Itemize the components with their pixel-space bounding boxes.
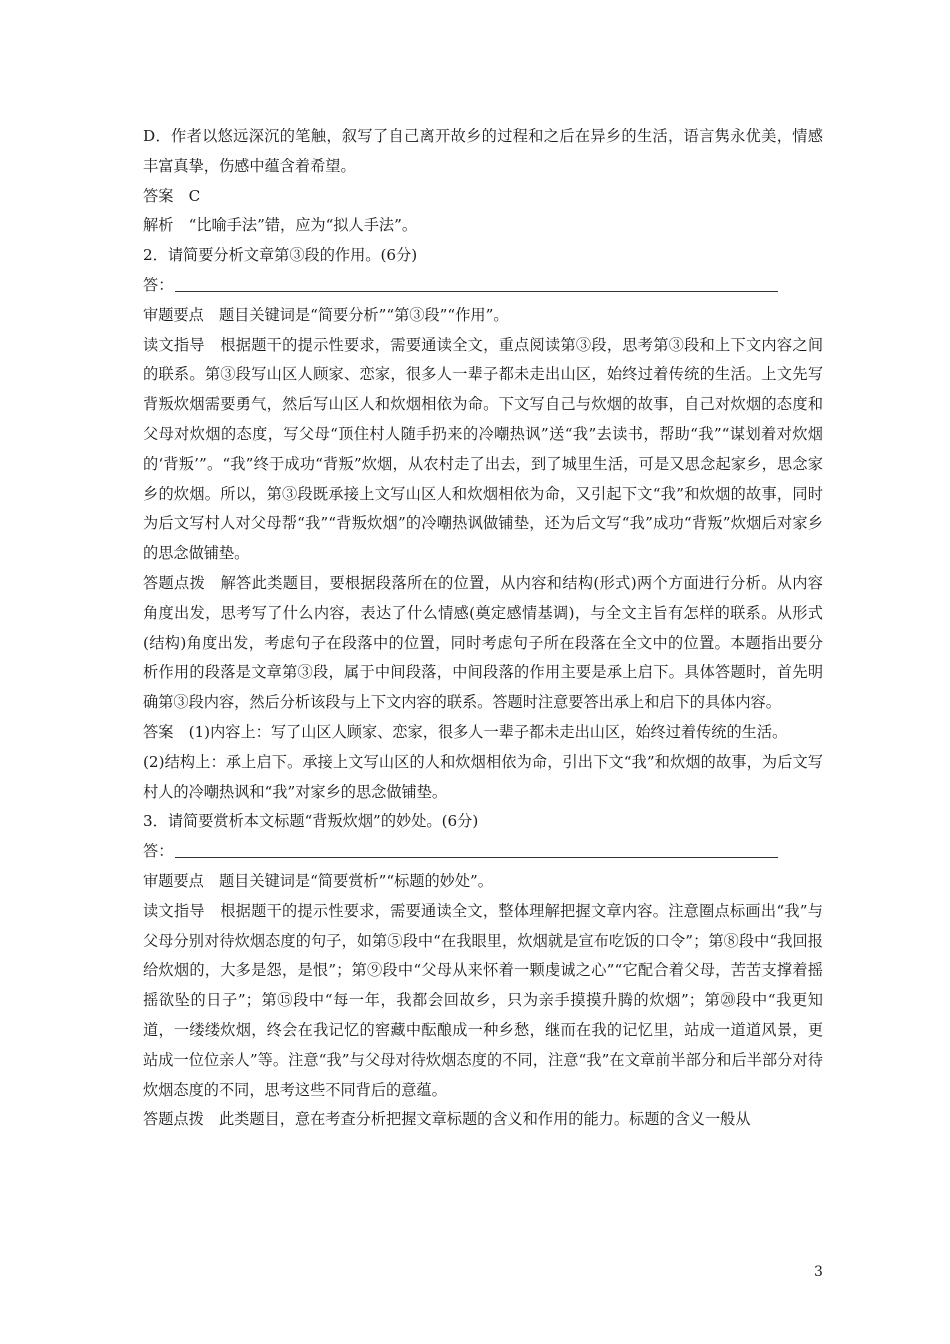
q3-question: 3．请简要赏析本文标题“背叛炊烟”的妙处。(6分) [143, 812, 479, 831]
q3-answer-tips: 答题点拨 此类题目，意在考查分析把握文章标题的含义和作用的能力。标题的含义一般从 [143, 1110, 751, 1129]
q1-analysis: 解析 “比喻手法”错，应为“拟人手法”。 [143, 216, 418, 235]
page-content [143, 122, 823, 1135]
q3-focus: 审题要点 题目关键词是“简要赏析”“标题的妙处”。 [143, 871, 493, 890]
q3-answer-prompt: 答： [143, 842, 174, 861]
q2-focus: 审题要点 题目关键词是“简要分析”“第③段”“作用”。 [143, 305, 509, 324]
option-d-text: D．作者以悠远深沉的笔触，叙写了自己离开故乡的过程和之后在异乡的生活，语言隽永优美，情感丰富真挚，伤感中蕴含着希望。 [143, 127, 823, 175]
q2-answer-line [143, 271, 823, 301]
q2-answer-prompt: 答： [143, 275, 174, 294]
q2-answer-part2: (2)结构上：承上启下。承接上文写山区的人和炊烟相依为命，引出下文“我”和炊烟的故事，为后文写村人的冷嘲热讽和“我”对家乡的思念做铺垫。 [143, 752, 823, 801]
q2-reading-guide: 读文指导 根据题干的提示性要求，需要通读全文，重点阅读第③段，思考第③段和上下文内容之间的联系。第③段写山区人顾家、恋家，很多人一辈子都未走出山区，始终过着传统的生活。上文先写背叛炊烟需要勇气，然后写山区人和炊烟相依为命。下文写自己与炊烟的故事，自己对炊烟的态度和父母对炊烟的态度，写父母“顶住村人随手扔来的冷嘲热讽”送“我”去读书，帮助“我”“谋划着对炊烟的‘背叛’”。“我”终于成功“背叛”炊烟，从农村走了出去，到了城里生活，可是又思念起家乡，思念家乡的炊烟。所以，第③段既承接上文写山区人和炊烟相依为命，又引起下文“我”和炊烟的故事，同时为后文写村人对父母帮“我”“背叛炊烟”的冷嘲热讽做铺垫，还为后文写“我”成功“背叛”炊烟后对家乡的思念做铺垫。 [143, 335, 823, 563]
q2-answer-rule [175, 291, 778, 292]
q3-answer-rule [175, 857, 778, 858]
q2-question: 2．请简要分析文章第③段的作用。(6分) [143, 246, 418, 265]
page-number: 3 [814, 1264, 823, 1280]
q3-reading-guide: 读文指导 根据题干的提示性要求，需要通读全文，整体理解把握文章内容。注意圈点标画出“我”与父母分别对待炊烟态度的句子，如第⑤段中“在我眼里，炊烟就是宣布吃饭的口令”；第⑧段中“我回报给炊烟的，大多是怨，是恨”；第⑨段中“父母从来怀着一颗虔诚之心”“它配合着父母，苦苦支撑着摇摇欲坠的日子”；第⑮段中“每一年，我都会回故乡，只为亲手摸摸升腾的炊烟”；第⑳段中“我更知道，一缕缕炊烟，终会在我记忆的窖藏中酝酿成一种乡愁，继而在我的记忆里，站成一道道风景，更站成一位位亲人”等。注意“我”与父母对待炊烟态度的不同，注意“我”在文章前半部分和后半部分对待炊烟态度的不同，思考这些不同背后的意蕴。 [143, 901, 823, 1099]
q2-answer-part1: 答案 (1)内容上：写了山区人顾家、恋家，很多人一辈子都未走出山区，始终过着传统的生活。 [143, 722, 788, 741]
q2-answer-tips: 答题点拨 解答此类题目，要根据段落所在的位置，从内容和结构(形式)两个方面进行分析。从内容角度出发，思考写了什么内容，表达了什么情感(奠定感情基调)，与全文主旨有怎样的联系。从形式(结构)角度出发，考虑句子在段落中的位置，同时考虑句子所在段落在全文中的位置。本题指出要分析作用的段落是文章第③段，属于中间段落，中间段落的作用主要是承上启下。具体答题时，首先明确第③段内容，然后分析该段与上下文内容的联系。答题时注意要答出承上和启下的具体内容。 [143, 573, 823, 712]
q3-answer-line [143, 837, 823, 867]
q1-answer: 答案 C [143, 186, 201, 205]
